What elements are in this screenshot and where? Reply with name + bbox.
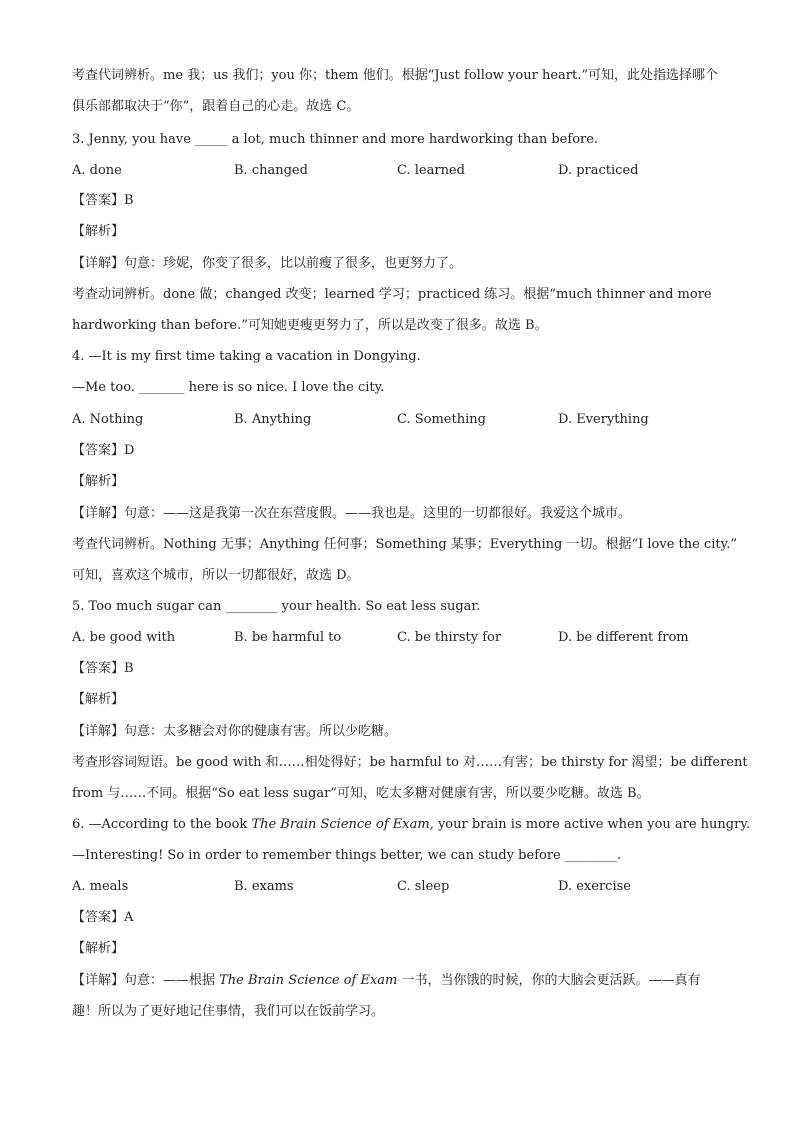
q6-book-title: The Brain Science of Exam,: [251, 817, 434, 832]
q3-analysis-label: 【解析】: [72, 224, 125, 239]
q4-answer: 【答案】D: [72, 443, 135, 458]
q4-analysis-label: 【解析】: [72, 474, 125, 489]
q6-stem-line-2: —Interesting! So in order to remember things better, we can study before ________.: [72, 848, 622, 863]
q6-options: [72, 878, 722, 896]
q6-option-c: C. sleep: [397, 879, 450, 894]
q3-option-c: C. learned: [397, 163, 465, 178]
q6-stem-end: your brain is more active when you are hungry.: [433, 817, 751, 832]
q6-analysis-label: 【解析】: [72, 941, 125, 956]
q4-detail-line-3: 可知，喜欢这个城市，所以一切都很好，故选 D。: [72, 568, 360, 583]
q6-option-a: A. meals: [72, 879, 129, 894]
q5-detail-line-3: from 与……不同。根据“So eat less sugar”可知，吃太多糖对健康有害，所以要少吃糖。故选 B。: [72, 786, 650, 801]
q4-detail-line-1: 【详解】句意：——这是我第一次在东营度假。——我也是。这里的一切都很好。我爱这个城市。: [72, 506, 632, 521]
q2-explanation-line-2: 俱乐部都取决于“你”，跟着自己的心走。故选 C。: [72, 99, 360, 114]
q4-options: [72, 411, 722, 429]
q6-detail-line-1: [72, 972, 701, 990]
q3-stem: 3. Jenny, you have _____ a lot, much thinner and more hardworking than before.: [72, 132, 599, 147]
q4-stem-line-2: —Me too. _______ here is so nice. I love the city.: [72, 380, 385, 395]
q4-option-c: C. Something: [397, 412, 486, 427]
q5-options: [72, 629, 722, 647]
q4-detail-line-2: 考查代词辨析。Nothing 无事；Anything 任何事；Something 某事；Everything 一切。根据“I love the city.”: [72, 537, 738, 552]
q3-option-a: A. done: [72, 163, 122, 178]
q5-option-b: B. be harmful to: [234, 630, 342, 645]
q2-explanation-line-1: 考查代词辨析。me 我；us 我们；you 你；them 他们。根据“Just follow your heart.”可知，此处指选择哪个: [72, 68, 718, 83]
q4-option-d: D. Everything: [558, 412, 649, 427]
q4-option-b: B. Anything: [234, 412, 312, 427]
q6-answer: 【答案】A: [72, 910, 134, 925]
q6-detail-line-2: 趣！所以为了更好地记住事情，我们可以在饭前学习。: [72, 1004, 385, 1019]
q4-stem-line-1: 4. —It is my first time taking a vacation in Dongying.: [72, 349, 421, 364]
q6-stem-line-1: [72, 816, 750, 834]
q3-option-d: D. practiced: [558, 163, 639, 178]
q6-detail-end: 一书，当你饿的时候，你的大脑会更活跃。——真有: [397, 973, 701, 988]
q3-detail-line-2: 考查动词辨析。done 做；changed 改变；learned 学习；practiced 练习。根据“much thinner and more: [72, 287, 712, 302]
q4-option-a: A. Nothing: [72, 412, 144, 427]
q5-option-c: C. be thirsty for: [397, 630, 502, 645]
q3-detail-line-3: hardworking than before.”可知她更瘦更努力了，所以是改变了很多。故选 B。: [72, 318, 548, 333]
q5-detail-line-2: 考查形容词短语。be good with 和……相处得好；be harmful to 对……有害；be thirsty for 渴望；be different: [72, 755, 748, 770]
q6-option-d: D. exercise: [558, 879, 631, 894]
q6-stem-start: 6. —According to the book: [72, 817, 252, 832]
q5-stem: 5. Too much sugar can ________ your health. So eat less sugar.: [72, 599, 481, 614]
q5-detail-line-1: 【详解】句意：太多糖会对你的健康有害。所以少吃糖。: [72, 724, 398, 739]
q6-detail-start: 【详解】句意：——根据: [72, 973, 220, 988]
q5-answer: 【答案】B: [72, 661, 134, 676]
q5-analysis-label: 【解析】: [72, 692, 125, 707]
q6-option-b: B. exams: [234, 879, 294, 894]
q3-option-b: B. changed: [234, 163, 308, 178]
q3-answer: 【答案】B: [72, 193, 134, 208]
q5-option-d: D. be different from: [558, 630, 689, 645]
q5-option-a: A. be good with: [72, 630, 176, 645]
q3-options: [72, 162, 722, 180]
q3-detail-line-1: 【详解】句意：珍妮，你变了很多，比以前瘦了很多，也更努力了。: [72, 256, 463, 271]
q6-detail-book-title: The Brain Science of Exam: [219, 973, 398, 988]
